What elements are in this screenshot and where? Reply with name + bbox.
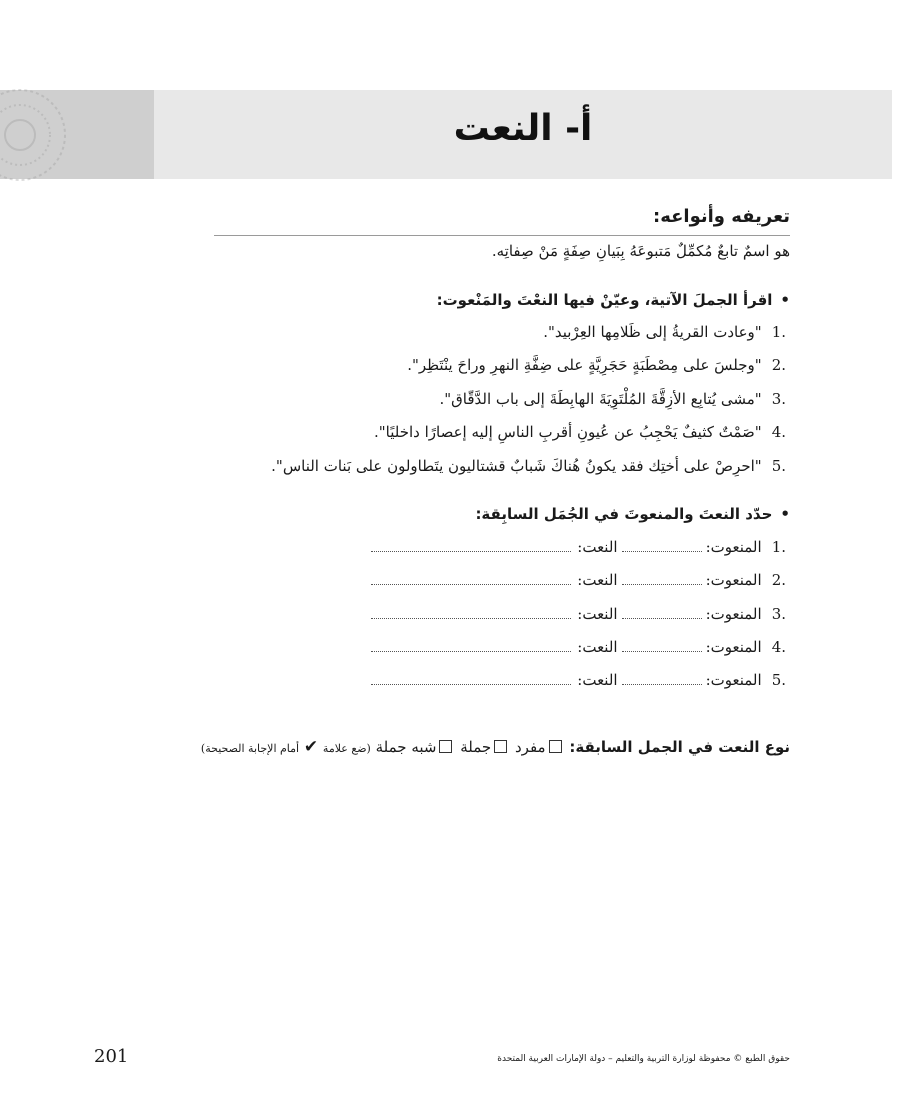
manut-label: المنعوت: bbox=[705, 571, 762, 589]
exercise1-instruction bbox=[437, 291, 790, 309]
instruction-note-end: أمام الإجابة الصحيحة) bbox=[200, 742, 300, 755]
naat-label: النعت: bbox=[577, 538, 618, 556]
heading-divider bbox=[214, 235, 790, 236]
row-number: 3. bbox=[771, 605, 786, 623]
item-text: "مشى يُتابِع الأزِقَّةَ المُلْتَوِيَةَ الهابِطَةَ إلى باب الدَّقّاق". bbox=[439, 390, 762, 408]
naat-label: النعت: bbox=[577, 571, 618, 589]
decorative-banner-edge bbox=[0, 90, 154, 179]
item-text: "صَمْتٌ كثيفٌ يَحْجِبُ عن عُيونِ أقربِ الناسِ إليه إعصارًا داخليًا". bbox=[373, 423, 762, 441]
item-number: 1. bbox=[771, 323, 786, 341]
title-banner bbox=[154, 90, 892, 179]
list-item bbox=[407, 356, 786, 374]
manut-answer-field[interactable] bbox=[622, 616, 702, 619]
manut-label: المنعوت: bbox=[705, 538, 762, 556]
page-title: أ- النعت bbox=[453, 108, 593, 149]
naat-type-question bbox=[201, 737, 790, 757]
list-item bbox=[271, 457, 786, 475]
row-number: 5. bbox=[771, 671, 786, 689]
answer-row bbox=[371, 605, 786, 627]
checkbox-mufrad[interactable] bbox=[549, 740, 562, 753]
page-number: 201 bbox=[94, 1046, 129, 1067]
naat-label: النعت: bbox=[577, 638, 618, 656]
bullet-icon: • bbox=[780, 291, 790, 309]
ornament-icon bbox=[0, 80, 80, 190]
answer-row bbox=[371, 638, 786, 660]
item-number: 4. bbox=[771, 423, 786, 441]
exercise1-instruction-text: اقرأ الجملَ الآتية، وعيّنْ فيها النعْتَ والمَنْعوت: bbox=[436, 291, 773, 309]
list-item bbox=[543, 323, 786, 341]
naat-answer-field[interactable] bbox=[371, 549, 571, 552]
row-number: 2. bbox=[771, 571, 786, 589]
item-number: 3. bbox=[771, 390, 786, 408]
item-text: "احرِصْ على أختِك فقد يكونُ هُناكَ شَبابٌ قشتاليون يتَطاولون على بَنات الناس". bbox=[271, 457, 762, 475]
list-item bbox=[440, 390, 787, 408]
option-mufrad: مفرد bbox=[514, 738, 546, 756]
checkbox-shibh-jumla[interactable] bbox=[439, 740, 452, 753]
answer-row bbox=[371, 571, 786, 593]
item-text: "وجلسَ على مِصْطَبَةٍ حَجَرِيَّةٍ على ضِفَّةِ النهرِ وراحَ ينْتَظِر". bbox=[407, 356, 762, 374]
row-number: 1. bbox=[771, 538, 786, 556]
item-number: 5. bbox=[771, 457, 786, 475]
naat-answer-field[interactable] bbox=[371, 616, 571, 619]
manut-answer-field[interactable] bbox=[622, 682, 702, 685]
manut-label: المنعوت: bbox=[705, 605, 762, 623]
naat-answer-field[interactable] bbox=[371, 682, 571, 685]
checkmark-icon: ✔ bbox=[303, 737, 319, 757]
naat-answer-field[interactable] bbox=[371, 582, 571, 585]
manut-label: المنعوت: bbox=[705, 671, 762, 689]
option-shibh-jumla: شبه جملة bbox=[375, 738, 437, 756]
item-number: 2. bbox=[771, 356, 786, 374]
instruction-note-start: (ضع علامة bbox=[322, 742, 371, 755]
naat-label: النعت: bbox=[577, 605, 618, 623]
answer-row bbox=[371, 671, 786, 693]
manut-answer-field[interactable] bbox=[622, 649, 702, 652]
exercise2-instruction bbox=[475, 505, 790, 523]
exercise2-instruction-text: حدّد النعتَ والمنعوتَ في الجُمَل السابِقة: bbox=[475, 505, 773, 523]
item-text: "وعادت القريةُ إلى ظَلامِها العِرْبيد". bbox=[543, 323, 762, 341]
section-heading: تعريفه وأنواعه: bbox=[653, 206, 790, 227]
list-item bbox=[374, 423, 786, 441]
bullet-icon: • bbox=[780, 505, 790, 523]
naat-label: النعت: bbox=[577, 671, 618, 689]
row-number: 4. bbox=[771, 638, 786, 656]
manut-answer-field[interactable] bbox=[622, 549, 702, 552]
option-jumla: جملة bbox=[460, 738, 492, 756]
copyright-footer: حقوق الطبع © محفوظة لوزارة التربية والتعليم – دولة الإمارات العربية المتحدة bbox=[497, 1054, 790, 1064]
answer-row bbox=[371, 538, 786, 560]
definition-text: هو اسمٌ تابعٌ مُكمِّلٌ مَتبوعَهُ بِبَيانِ صِفَةٍ مَنْ صِفاتِه. bbox=[491, 242, 790, 260]
type-question-label: نوع النعت في الجمل السابقة: bbox=[569, 738, 790, 756]
naat-answer-field[interactable] bbox=[371, 649, 571, 652]
checkbox-jumla[interactable] bbox=[494, 740, 507, 753]
manut-answer-field[interactable] bbox=[622, 582, 702, 585]
manut-label: المنعوت: bbox=[705, 638, 762, 656]
